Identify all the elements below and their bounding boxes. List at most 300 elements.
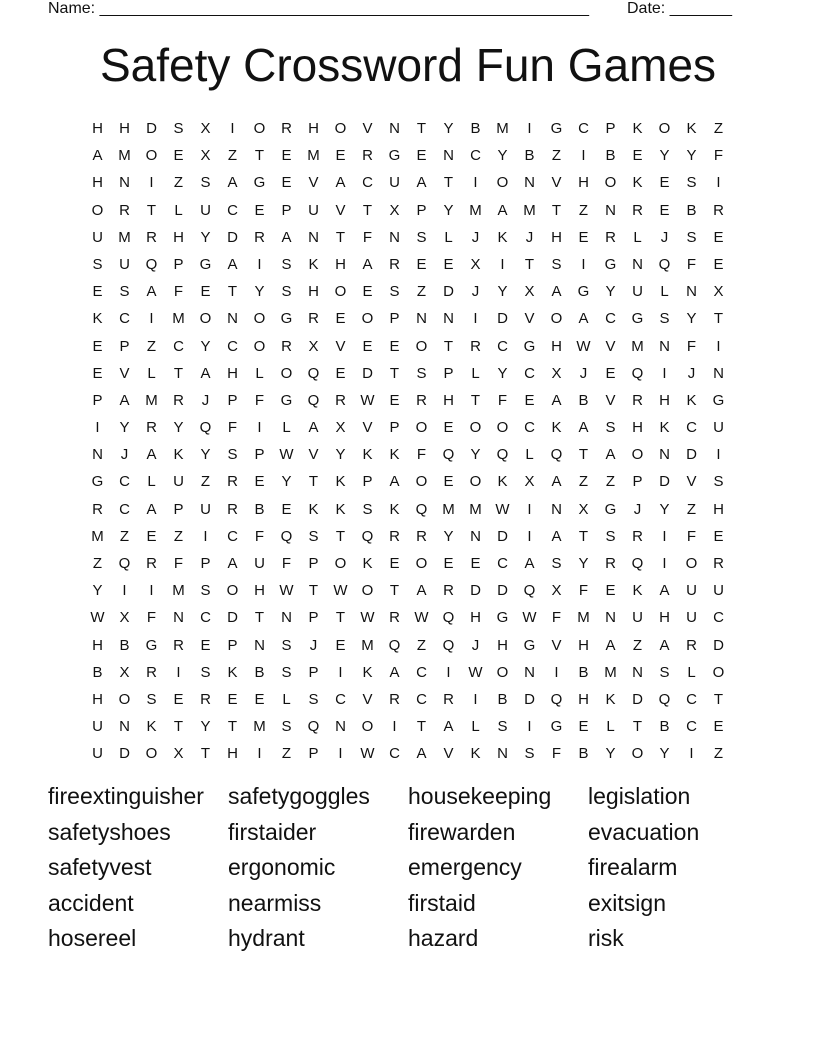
grid-letter: H xyxy=(470,609,481,627)
name-field-line: Name: _______________________________________________________ xyxy=(48,0,589,17)
grid-letter: I xyxy=(257,255,262,273)
grid-letter: V xyxy=(308,446,319,464)
grid-letter: R xyxy=(389,527,400,545)
grid-letter: I xyxy=(581,147,586,165)
word-list-item: hosereel xyxy=(48,925,137,951)
grid-letter: W xyxy=(279,446,294,464)
grid-letter: L xyxy=(525,446,534,464)
grid-letter: Z xyxy=(200,473,211,491)
grid-letter: A xyxy=(146,500,157,518)
grid-letter: S xyxy=(173,120,184,137)
grid-letter: X xyxy=(389,201,400,219)
grid-letter: K xyxy=(632,174,643,192)
grid-letter: A xyxy=(605,446,616,464)
grid-letter: T xyxy=(254,609,265,627)
grid-letter: G xyxy=(604,500,617,518)
grid-letter: Z xyxy=(713,745,724,763)
grid-letter: R xyxy=(254,228,265,246)
grid-letter: Z xyxy=(119,527,130,545)
grid-letter: T xyxy=(335,228,346,246)
grid-letter: E xyxy=(713,718,724,736)
grid-letter: E xyxy=(578,228,589,246)
word-list xyxy=(48,779,768,957)
grid-letter: N xyxy=(389,228,400,246)
grid-letter: A xyxy=(551,391,562,409)
grid-letter: B xyxy=(470,120,481,137)
grid-letter: J xyxy=(201,391,210,409)
grid-letter: E xyxy=(443,255,454,273)
grid-letter: M xyxy=(577,609,590,627)
grid-letter: R xyxy=(632,391,643,409)
grid-letter: I xyxy=(527,718,532,736)
grid-letter: A xyxy=(308,419,319,437)
grid-letter: A xyxy=(605,636,616,654)
grid-letter: R xyxy=(443,690,454,708)
grid-letter: H xyxy=(92,690,103,708)
grid-letter: K xyxy=(389,446,400,464)
word-list-item: emergency xyxy=(408,854,522,880)
grid-letter: I xyxy=(527,500,532,518)
grid-letter: E xyxy=(713,228,724,246)
grid-letter: H xyxy=(578,690,589,708)
grid-letter: E xyxy=(605,364,616,382)
grid-letter: M xyxy=(145,391,158,409)
grid-letter: J xyxy=(579,364,588,382)
grid-letter: H xyxy=(119,120,130,137)
grid-letter: T xyxy=(227,718,238,736)
grid-letter: L xyxy=(471,718,480,736)
grid-letter: Y xyxy=(119,419,130,437)
grid-letter: V xyxy=(524,310,535,328)
grid-letter: G xyxy=(523,636,536,654)
grid-letter: H xyxy=(173,228,184,246)
word-list-item: housekeeping xyxy=(408,783,552,809)
grid-letter: O xyxy=(199,310,212,328)
grid-letter: T xyxy=(632,718,643,736)
grid-letter: Z xyxy=(92,555,103,572)
grid-letter: G xyxy=(280,391,293,409)
grid-letter: O xyxy=(361,310,374,328)
grid-letter: P xyxy=(416,201,427,219)
grid-letter: Q xyxy=(631,364,644,382)
grid-letter: P xyxy=(173,500,184,518)
grid-letter: U xyxy=(632,609,643,627)
grid-letter: A xyxy=(362,255,373,273)
grid-letter: T xyxy=(416,120,427,137)
page-title: Safety Crossword Fun Games xyxy=(99,39,717,91)
grid-letter: Q xyxy=(631,555,644,572)
grid-letter: E xyxy=(416,147,427,165)
grid-letter: F xyxy=(173,555,184,572)
grid-letter: U xyxy=(713,582,724,600)
grid-letter: D xyxy=(227,228,238,246)
grid-letter: K xyxy=(497,228,508,246)
grid-letter: A xyxy=(578,310,589,328)
grid-letter: A xyxy=(659,636,670,654)
word-list-item: safetyvest xyxy=(48,854,152,880)
grid-letter: B xyxy=(578,663,589,681)
grid-letter: B xyxy=(686,201,697,219)
grid-letter: N xyxy=(659,446,670,464)
grid-letter: K xyxy=(362,663,373,681)
grid-letter: E xyxy=(92,337,103,355)
grid-letter: K xyxy=(389,500,400,518)
grid-letter: T xyxy=(335,527,346,545)
grid-letter: L xyxy=(282,419,291,437)
grid-letter: F xyxy=(362,228,373,246)
grid-letter: E xyxy=(443,419,454,437)
grid-letter: V xyxy=(362,419,373,437)
grid-letter: I xyxy=(392,718,397,736)
grid-letter: K xyxy=(686,391,697,409)
word-list-item: exitsign xyxy=(588,889,666,916)
word-list-item: evacuation xyxy=(588,818,700,845)
grid-letter: I xyxy=(149,310,154,328)
grid-letter: K xyxy=(227,663,238,681)
grid-letter: F xyxy=(227,419,238,437)
grid-letter: F xyxy=(254,391,265,409)
grid-letter: D xyxy=(497,310,508,328)
grid-letter: A xyxy=(119,391,130,409)
grid-letter: S xyxy=(200,663,211,681)
grid-letter: G xyxy=(199,255,212,273)
grid-letter: Y xyxy=(200,228,211,246)
grid-letter: S xyxy=(416,228,427,246)
grid-letter: E xyxy=(173,147,184,165)
grid-letter: O xyxy=(469,473,482,491)
grid-letter: I xyxy=(257,419,262,437)
grid-letter: T xyxy=(443,337,454,355)
grid-letter: K xyxy=(659,419,670,437)
grid-letter: I xyxy=(554,663,559,681)
grid-letter: A xyxy=(497,201,508,219)
grid-letter: X xyxy=(200,120,211,137)
grid-letter: A xyxy=(146,283,157,301)
grid-letter: O xyxy=(415,473,428,491)
header-line xyxy=(48,0,748,20)
grid-letter: T xyxy=(200,745,211,763)
grid-letter: I xyxy=(527,527,532,545)
grid-letter: K xyxy=(632,582,643,600)
grid-letter: M xyxy=(496,120,509,137)
grid-letter: M xyxy=(118,228,131,246)
grid-letter: P xyxy=(308,663,319,681)
grid-letter: S xyxy=(281,636,292,654)
grid-letter: M xyxy=(307,147,320,165)
grid-letter: D xyxy=(713,636,724,654)
grid-letter: T xyxy=(254,147,265,165)
grid-letter: J xyxy=(687,364,696,382)
grid-letter: C xyxy=(389,745,400,763)
grid-letter: G xyxy=(145,636,158,654)
grid-letter: Y xyxy=(497,283,508,301)
grid-letter: K xyxy=(362,446,373,464)
grid-letter: R xyxy=(227,473,238,491)
grid-letter: C xyxy=(119,500,130,518)
grid-letter: C xyxy=(119,473,130,491)
grid-letter: U xyxy=(308,201,319,219)
grid-letter: N xyxy=(119,174,130,192)
grid-letter: P xyxy=(362,473,373,491)
grid-letter: Z xyxy=(605,473,616,491)
grid-letter: Q xyxy=(550,690,563,708)
grid-letter: H xyxy=(551,337,562,355)
grid-letter: Q xyxy=(307,364,320,382)
grid-letter: Z xyxy=(578,473,589,491)
grid-letter: Q xyxy=(145,255,158,273)
grid-letter: N xyxy=(335,718,346,736)
grid-letter: V xyxy=(686,473,697,491)
grid-letter: H xyxy=(335,255,346,273)
grid-letter: O xyxy=(334,120,347,137)
grid-letter: H xyxy=(443,391,454,409)
grid-letter: X xyxy=(119,609,130,627)
grid-letter: X xyxy=(470,255,481,273)
grid-letter: Q xyxy=(307,718,320,736)
grid-letter: K xyxy=(335,500,346,518)
word-list-item: hazard xyxy=(408,925,479,951)
grid-letter: N xyxy=(173,609,184,627)
grid-letter: E xyxy=(443,555,454,572)
grid-letter: A xyxy=(200,364,211,382)
grid-letter: S xyxy=(308,527,319,545)
grid-letter: Y xyxy=(659,500,670,518)
grid-letter: Y xyxy=(497,147,508,165)
grid-letter: E xyxy=(335,636,346,654)
grid-letter: M xyxy=(631,337,644,355)
grid-letter: O xyxy=(685,555,698,572)
grid-letter: F xyxy=(686,255,697,273)
grid-letter: T xyxy=(551,201,562,219)
grid-letter: R xyxy=(227,500,238,518)
grid-letter: R xyxy=(146,419,157,437)
grid-letter: J xyxy=(120,446,129,464)
grid-letter: H xyxy=(227,364,238,382)
grid-letter: K xyxy=(632,120,643,137)
grid-letter: O xyxy=(415,419,428,437)
grid-letter: I xyxy=(527,120,532,137)
grid-letter: W xyxy=(468,663,483,681)
grid-letter: I xyxy=(581,255,586,273)
grid-letter: I xyxy=(689,745,694,763)
grid-letter: C xyxy=(524,364,535,382)
grid-letter: N xyxy=(686,283,697,301)
grid-letter: N xyxy=(659,337,670,355)
word-list-item: hydrant xyxy=(228,925,305,951)
grid-letter: C xyxy=(416,663,427,681)
grid-letter: I xyxy=(149,582,154,600)
grid-letter: O xyxy=(496,174,509,192)
grid-letter: S xyxy=(686,228,697,246)
grid-letter: K xyxy=(146,718,157,736)
grid-letter: V xyxy=(119,364,130,382)
grid-letter: L xyxy=(444,228,453,246)
grid-letter: E xyxy=(200,283,211,301)
grid-letter: G xyxy=(253,174,266,192)
grid-letter: P xyxy=(254,446,265,464)
grid-letter: T xyxy=(713,310,724,328)
grid-letter: G xyxy=(631,310,644,328)
grid-letter: J xyxy=(525,228,534,246)
grid-letter: S xyxy=(551,255,562,273)
grid-letter: U xyxy=(686,609,697,627)
grid-letter: Z xyxy=(551,147,562,165)
word-list-item: firealarm xyxy=(588,854,678,880)
grid-letter: R xyxy=(92,500,103,518)
grid-letter: H xyxy=(578,636,589,654)
grid-letter: C xyxy=(497,337,508,355)
grid-letter: B xyxy=(578,391,589,409)
grid-letter: C xyxy=(605,310,616,328)
word-list-item: safetygoggles xyxy=(228,783,370,809)
grid-letter: P xyxy=(119,337,130,355)
grid-letter: N xyxy=(281,609,292,627)
grid-letter: F xyxy=(578,582,589,600)
grid-letter: Z xyxy=(686,500,697,518)
grid-letter: P xyxy=(173,255,184,273)
grid-letter: N xyxy=(551,500,562,518)
grid-letter: P xyxy=(227,636,238,654)
grid-letter: E xyxy=(389,337,400,355)
grid-letter: M xyxy=(253,718,266,736)
grid-letter: N xyxy=(605,201,616,219)
grid-letter: C xyxy=(227,527,238,545)
grid-letter: T xyxy=(578,527,589,545)
grid-letter: V xyxy=(443,745,454,763)
grid-letter: G xyxy=(280,310,293,328)
grid-letter: V xyxy=(362,690,373,708)
grid-letter: W xyxy=(576,337,591,355)
grid-letter: K xyxy=(605,690,616,708)
grid-letter: Z xyxy=(416,283,427,301)
grid-letter: C xyxy=(470,147,481,165)
grid-letter: B xyxy=(524,147,535,165)
grid-letter: Z xyxy=(173,174,184,192)
grid-letter: N xyxy=(308,228,319,246)
grid-letter: K xyxy=(686,120,697,137)
grid-letter: C xyxy=(497,555,508,572)
grid-letter: D xyxy=(362,364,373,382)
word-search-grid xyxy=(84,115,732,768)
grid-letter: E xyxy=(335,310,346,328)
grid-letter: E xyxy=(281,147,292,165)
grid-letter: I xyxy=(176,663,181,681)
grid-letter: H xyxy=(551,228,562,246)
grid-letter: U xyxy=(389,174,400,192)
grid-letter: T xyxy=(578,446,589,464)
grid-letter: M xyxy=(604,663,617,681)
grid-letter: V xyxy=(335,337,346,355)
grid-letter: R xyxy=(146,555,157,572)
grid-letter: E xyxy=(227,690,238,708)
grid-letter: M xyxy=(469,500,482,518)
grid-letter: K xyxy=(497,473,508,491)
grid-letter: Y xyxy=(443,527,454,545)
grid-letter: A xyxy=(551,283,562,301)
grid-letter: P xyxy=(605,120,616,137)
grid-letter: J xyxy=(660,228,669,246)
grid-letter: I xyxy=(230,120,235,137)
grid-letter: K xyxy=(470,745,481,763)
grid-letter: Z xyxy=(281,745,292,763)
grid-letter: O xyxy=(361,582,374,600)
grid-letter: D xyxy=(470,582,481,600)
grid-letter: A xyxy=(443,718,454,736)
grid-letter: E xyxy=(362,283,373,301)
grid-letter: M xyxy=(523,201,536,219)
word-list-item: fireextinguisher xyxy=(48,783,204,809)
grid-letter: M xyxy=(361,636,374,654)
grid-letter: Q xyxy=(658,690,671,708)
grid-letter: B xyxy=(119,636,130,654)
grid-letter: R xyxy=(119,201,130,219)
grid-letter: S xyxy=(281,663,292,681)
grid-letter: E xyxy=(713,527,724,545)
grid-letter: E xyxy=(254,201,265,219)
grid-letter: D xyxy=(524,690,535,708)
grid-letter: C xyxy=(335,690,346,708)
grid-letter: N xyxy=(632,255,643,273)
grid-letter: M xyxy=(172,582,185,600)
grid-letter: F xyxy=(686,527,697,545)
grid-letter: K xyxy=(551,419,562,437)
grid-letter: N xyxy=(443,310,454,328)
grid-letter: W xyxy=(360,609,375,627)
grid-letter: J xyxy=(633,500,642,518)
grid-letter: P xyxy=(389,419,400,437)
grid-letter: Q xyxy=(361,527,374,545)
grid-letter: A xyxy=(227,555,238,572)
grid-letter: U xyxy=(200,500,211,518)
date-field-line: Date: _______ xyxy=(627,0,732,17)
grid-letter: E xyxy=(173,690,184,708)
grid-letter: M xyxy=(442,500,455,518)
grid-letter: N xyxy=(416,310,427,328)
grid-letter: E xyxy=(362,337,373,355)
grid-letter: C xyxy=(713,609,724,627)
grid-letter: H xyxy=(632,419,643,437)
grid-letter: N xyxy=(713,364,724,382)
grid-letter: U xyxy=(713,419,724,437)
word-list-item: ergonomic xyxy=(228,854,336,880)
grid-letter: E xyxy=(632,147,643,165)
word-list-item: legislation xyxy=(588,783,691,809)
grid-letter: Q xyxy=(523,582,536,600)
grid-letter: O xyxy=(253,337,266,355)
grid-letter: N xyxy=(524,663,535,681)
grid-letter: B xyxy=(254,500,265,518)
grid-letter: V xyxy=(362,120,373,137)
grid-letter: W xyxy=(279,582,294,600)
grid-letter: B xyxy=(497,690,508,708)
grid-letter: G xyxy=(712,391,725,409)
grid-letter: Z xyxy=(632,636,643,654)
grid-letter: R xyxy=(389,690,400,708)
grid-letter: K xyxy=(92,310,103,328)
grid-letter: R xyxy=(200,690,211,708)
grid-letter: R xyxy=(443,582,454,600)
grid-letter: A xyxy=(551,527,562,545)
grid-letter: O xyxy=(118,690,131,708)
grid-letter: C xyxy=(362,174,373,192)
grid-letter: O xyxy=(604,174,617,192)
grid-letter: L xyxy=(633,228,642,246)
grid-letter: S xyxy=(605,419,616,437)
grid-letter: X xyxy=(551,582,562,600)
grid-letter: J xyxy=(471,228,480,246)
grid-letter: A xyxy=(659,582,670,600)
grid-letter: I xyxy=(122,582,127,600)
